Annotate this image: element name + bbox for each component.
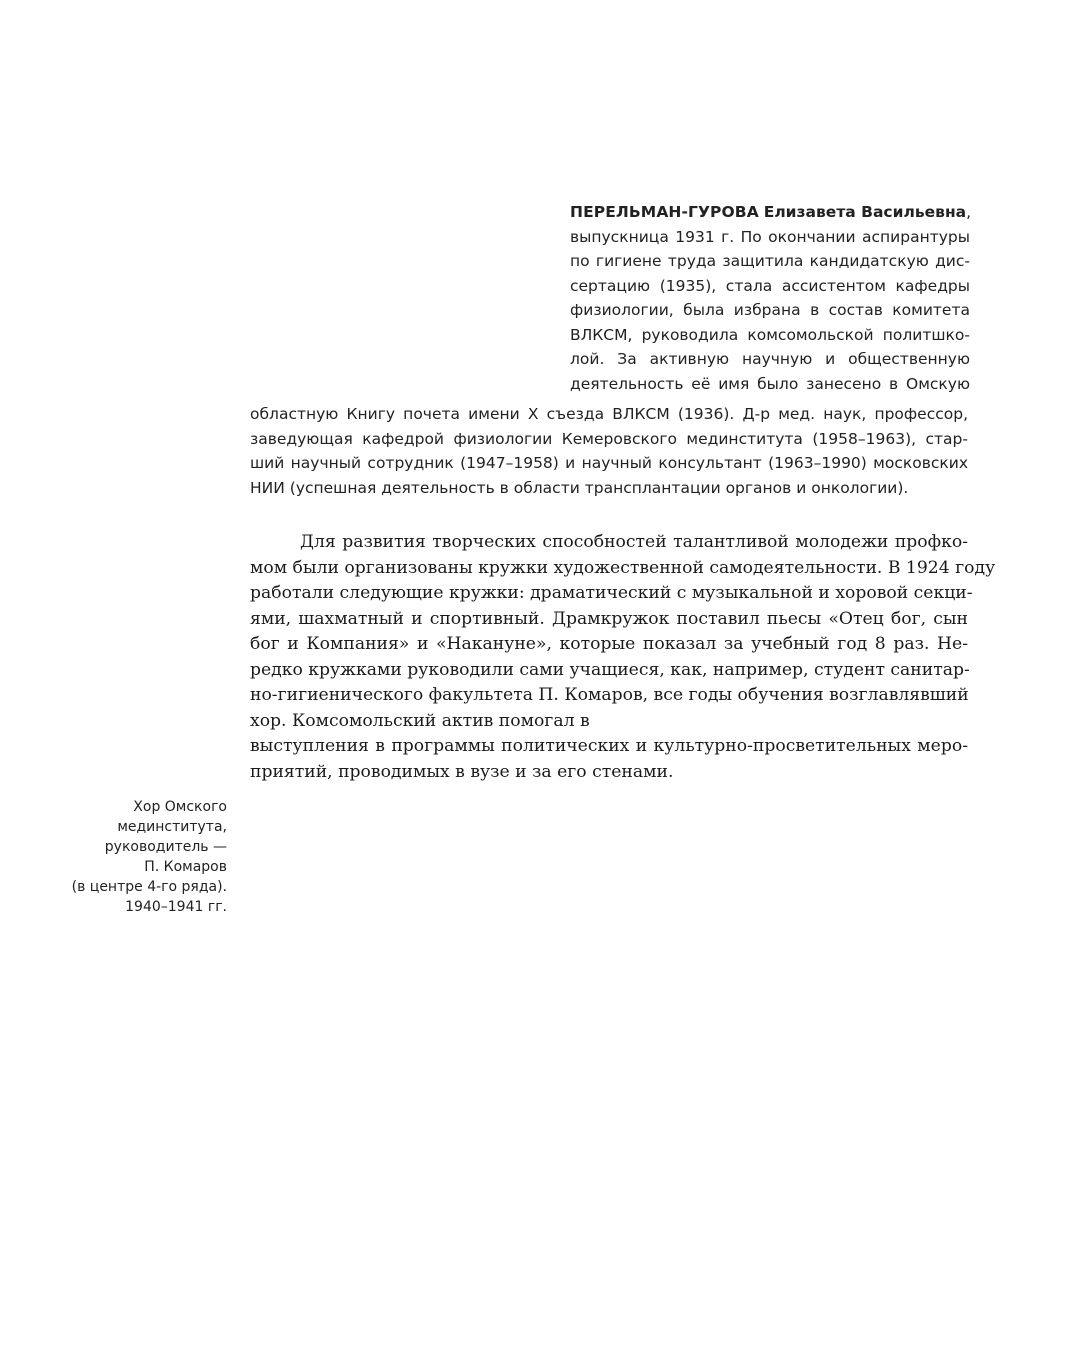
- biography-line: лой. За активную научную и общественную: [570, 350, 970, 368]
- body-line: ями, шахматный и спортивный. Драмкружок поставил пьесы «Отец бог, сын: [250, 608, 968, 629]
- body-line: выступления в программы политических и культурно-просветительных меро-: [250, 736, 968, 756]
- biography-continuation: [250, 402, 968, 500]
- caption-line: Хор Омского: [133, 799, 227, 815]
- biography-heading-comma: ,: [966, 203, 972, 221]
- caption-line: П. Комаров: [144, 859, 227, 875]
- body-line: хор. Комсомольский актив помогал в: [250, 710, 590, 731]
- caption-line: мединститута,: [117, 819, 227, 835]
- biography-line: ший научный сотрудник (1947–1958) и научный консультант (1963–1990) московских: [250, 454, 968, 472]
- caption-line: руководитель —: [104, 839, 227, 855]
- photo-caption: [27, 797, 227, 917]
- biography-line: выпускница 1931 г. По окончании аспирантуры: [570, 227, 970, 246]
- body-line: редко кружками руководили сами учащиеся, как, например, студент санитар-: [250, 659, 970, 680]
- body-line: Для развития творческих способностей талантливой молодежи профко-: [300, 532, 968, 552]
- biography-line: областную Книгу почета имени X съезда ВЛКСМ (1936). Д-р мед. наук, профессор,: [250, 405, 968, 423]
- caption-line: 1940–1941 гг.: [125, 899, 227, 915]
- body-line: бог и Компания» и «Накануне», которые показал за учебный год 8 раз. Не-: [250, 634, 968, 654]
- biography-given-name: Елизавета Васильевна: [763, 203, 967, 221]
- body-line: работали следующие кружки: драматический с музыкальной и хоровой секци-: [250, 583, 973, 603]
- biography-line: заведующая кафедрой физиологии Кемеровского мединститута (1958–1963), стар-: [250, 429, 968, 448]
- biography-line: ВЛКСМ, руководила комсомольской политшко-: [570, 325, 970, 344]
- body-paragraph: [250, 530, 996, 785]
- biography-surname: ПЕРЕЛЬМАН-ГУРОВА: [570, 203, 759, 221]
- biography-line: физиологии, была избрана в состав комитета: [570, 301, 970, 319]
- caption-line: (в центре 4-го ряда).: [71, 879, 227, 895]
- biography-line: деятельность её имя было занесено в Омскую: [570, 374, 970, 393]
- body-line: приятий, проводимых в вузе и за его стенами.: [250, 761, 674, 782]
- body-line: но-гигиенического факультета П. Комаров, все годы обучения возглавлявший: [250, 685, 969, 705]
- body-line: мом были организованы кружки художественной самодеятельности. В 1924 году: [250, 557, 996, 578]
- biography-heading-line: [570, 200, 970, 225]
- biography-line: сертацию (1935), стала ассистентом кафедры: [570, 276, 970, 295]
- biography-line: НИИ (успешная деятельность в области трансплантации органов и онкологии).: [250, 478, 909, 497]
- biography-line: по гигиене труда защитила кандидатскую дис-: [570, 252, 970, 270]
- biography-intro: [570, 200, 970, 396]
